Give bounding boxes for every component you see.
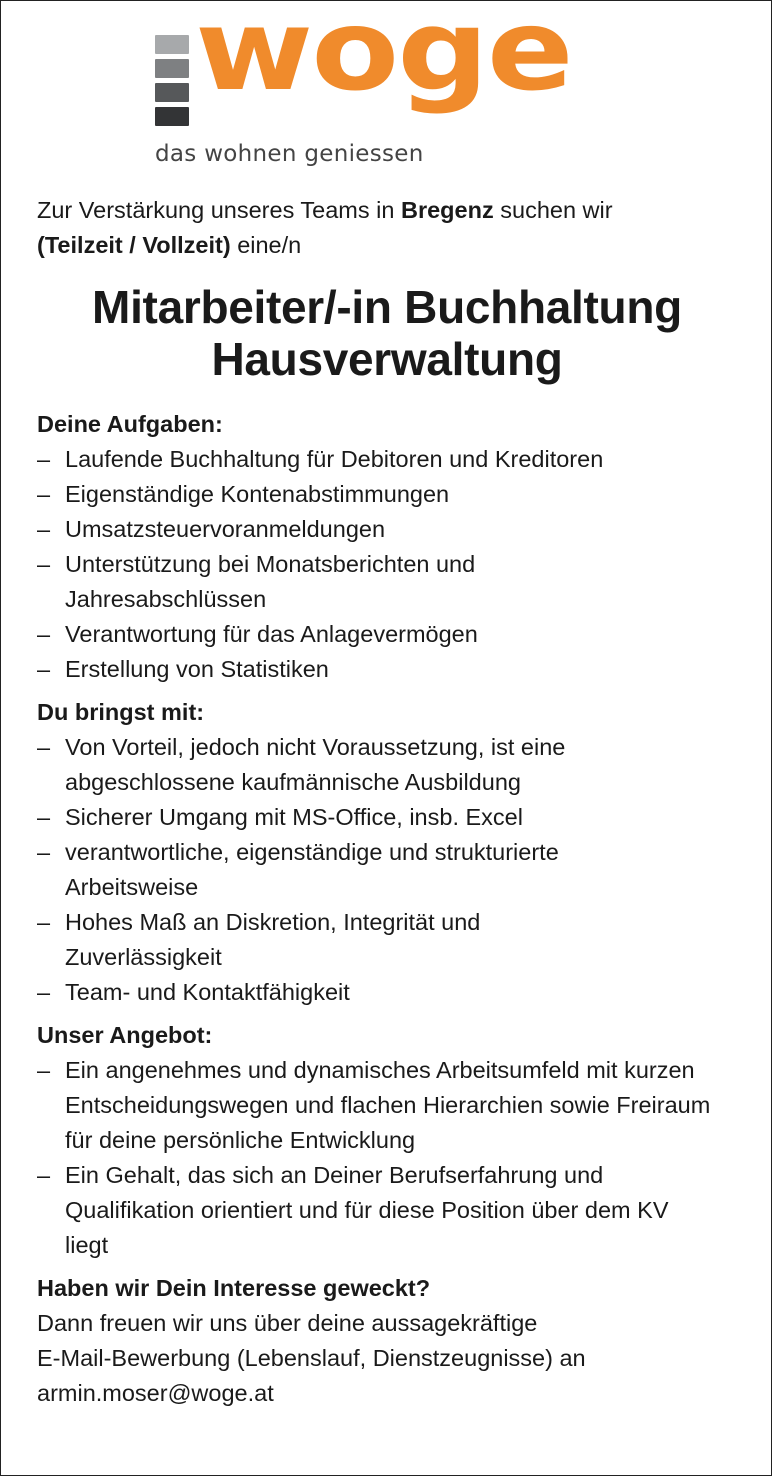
intro-part2: suchen wir	[493, 197, 613, 223]
closing-heading: Haben wir Dein Interesse geweckt?	[37, 1275, 431, 1301]
intro-part3: eine/n	[230, 232, 302, 258]
job-title-line1: Mitarbeiter/-in Buchhaltung	[92, 281, 682, 333]
list-item: – Laufende Buchhaltung für Debitoren und Kreditoren	[37, 442, 737, 477]
list-item: – Hohes Maß an Diskretion, Integrität und Zuverlässigkeit	[37, 905, 737, 975]
logo-bar-3	[155, 83, 189, 102]
logo-bar-1	[155, 35, 189, 54]
list-item: – Team- und Kontaktfähigkeit	[37, 975, 737, 1010]
list-item: – Eigenständige Kontenabstimmungen	[37, 477, 737, 512]
intro-text	[37, 193, 737, 263]
contact-email[interactable]: armin.moser@woge.at	[37, 1380, 274, 1406]
offer-list	[37, 1053, 737, 1263]
logo-wordmark: woge	[195, 0, 572, 117]
intro-employment: (Teilzeit / Vollzeit)	[37, 232, 231, 258]
list-item: – Erstellung von Statistiken	[37, 652, 737, 687]
woge-logo	[151, 0, 631, 169]
closing-line1: Dann freuen wir uns über deine aussagekräftige	[37, 1310, 538, 1336]
ad-content	[37, 193, 737, 1411]
logo-tagline: das wohnen geniessen	[155, 141, 424, 167]
list-item: – Ein angenehmes und dynamisches Arbeitsumfeld mit kurzen Entscheidungswegen und flachen Hierarchien sowie Freiraum für deine persönliche Entwicklung	[37, 1053, 737, 1158]
list-item: – Ein Gehalt, das sich an Deiner Berufserfahrung und Qualifikation orientiert und für diese Position über dem KV liegt	[37, 1158, 737, 1263]
requirements-list	[37, 730, 737, 1010]
section-requirements-heading: Du bringst mit:	[37, 699, 205, 725]
intro-part1: Zur Verstärkung unseres Teams in	[37, 197, 401, 223]
closing-line2: E-Mail-Bewerbung (Lebenslauf, Dienstzeugnisse) an	[37, 1345, 586, 1371]
section-requirements	[37, 695, 737, 1010]
logo-bar-4	[155, 107, 189, 126]
section-tasks	[37, 407, 737, 687]
intro-location: Bregenz	[401, 197, 494, 223]
list-item: – Von Vorteil, jedoch nicht Voraussetzung, ist eine abgeschlossene kaufmännische Ausbildung	[37, 730, 737, 800]
list-item: – Sicherer Umgang mit MS-Office, insb. Excel	[37, 800, 737, 835]
list-item: – Unterstützung bei Monatsberichten und Jahresabschlüssen	[37, 547, 737, 617]
list-item: – Verantwortung für das Anlagevermögen	[37, 617, 737, 652]
list-item: – Umsatzsteuervoranmeldungen	[37, 512, 737, 547]
logo-bar-2	[155, 59, 189, 78]
list-item: – verantwortliche, eigenständige und strukturierte Arbeitsweise	[37, 835, 737, 905]
job-title	[37, 281, 737, 385]
job-title-line2: Hausverwaltung	[211, 333, 563, 385]
section-offer-heading: Unser Angebot:	[37, 1022, 213, 1048]
tasks-list	[37, 442, 737, 687]
closing-section	[37, 1271, 737, 1411]
section-offer	[37, 1018, 737, 1263]
section-tasks-heading: Deine Aufgaben:	[37, 411, 223, 437]
logo-bars-icon	[155, 35, 189, 131]
